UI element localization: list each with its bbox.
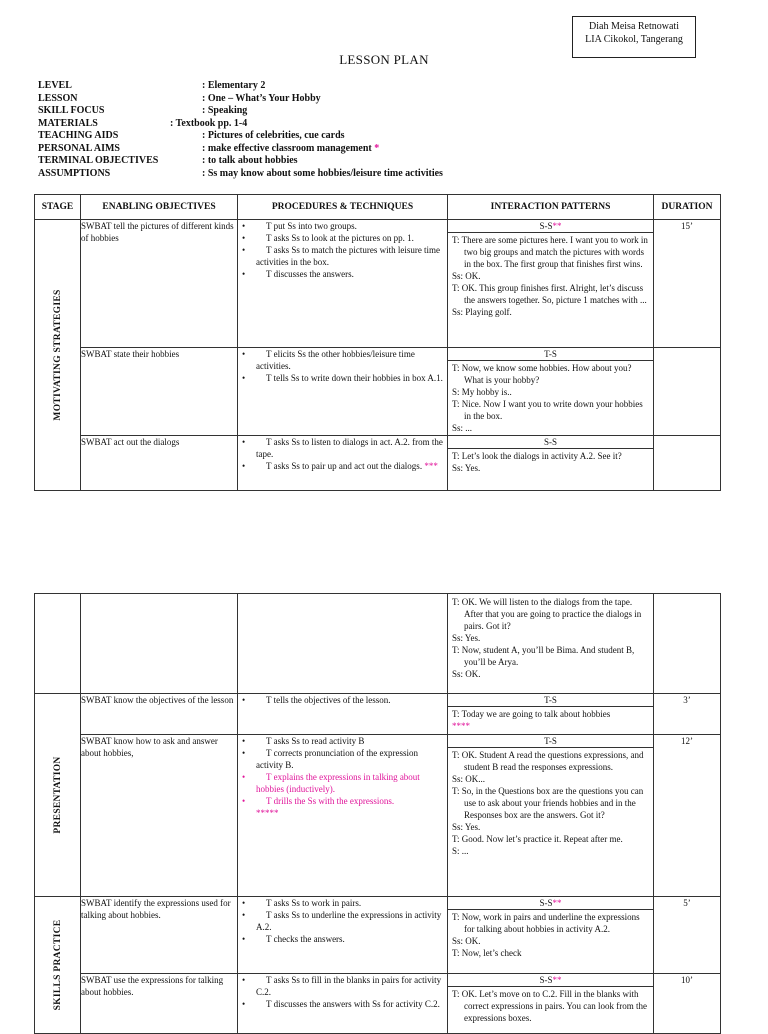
duration-cell: 3’ (654, 694, 721, 735)
procedure-item: T asks Ss to match the pictures with leisure time activities in the box. (256, 245, 441, 267)
dialog-mark: **** (452, 721, 470, 731)
stage-label: SKILLS PRACTICE (52, 919, 63, 1011)
pattern-mark: ** (552, 975, 562, 985)
dialog-line: S: My hobby is.. (452, 387, 512, 397)
dialog-line: T: OK. Let’s move on to C.2. Fill in the blanks with correct expressions in pairs. You can look from the expressions boxes. (452, 989, 647, 1023)
objective-cell (81, 594, 238, 694)
pattern-label: S-S (539, 898, 553, 908)
dialog-line: Ss: Yes. (452, 463, 481, 473)
interaction-cell (448, 694, 654, 735)
meta-value: : Elementary 2 (202, 80, 266, 91)
table-row (35, 694, 721, 735)
lesson-table-page-1 (34, 194, 721, 491)
page-title: LESSON PLAN (339, 52, 429, 67)
procedure-item: T asks Ss to underline the expressions in activity A.2. (256, 910, 442, 932)
dialog-line: T: So, in the Questions box are the questions you can use to ask about your friends hobbies and in the Responses box are the answers. Got it? (452, 786, 644, 820)
pattern-label: T-S (448, 694, 653, 707)
meta-value: : Ss may know about some hobbies/leisure time activities (202, 167, 443, 179)
stage-cell (35, 220, 81, 491)
dialog-line: Ss: OK. (452, 271, 481, 281)
dialog-line: S: ... (452, 846, 469, 856)
dialog-line: T: Now, let’s check (452, 948, 522, 958)
duration-cell: 5’ (654, 897, 721, 974)
author-org: LIA Cikokol, Tangerang (585, 34, 683, 45)
procedure-mark: *** (424, 461, 438, 471)
header-stage: STAGE (35, 195, 81, 220)
procedure-cell: • T elicits Ss the other hobbies/leisure time activities. • T tells Ss to write down their hobbies in box A.1. (238, 348, 448, 436)
stage-cell (35, 594, 81, 694)
objective-cell: SWBAT act out the dialogs (81, 436, 238, 491)
dialog-line: Ss: ... (452, 423, 473, 433)
procedure-item: T asks Ss to read activity B (266, 736, 365, 746)
duration-cell (654, 436, 721, 491)
author-name: Diah Meisa Retnowati (589, 21, 679, 32)
dialog-line: Ss: Yes. (452, 633, 481, 643)
duration-cell (654, 348, 721, 436)
procedure-item: T asks Ss to pair up and act out the dialogs. (266, 461, 423, 471)
dialog-line: Ss: OK... (452, 774, 486, 784)
dialog-line: T: OK. This group finishes first. Alright, let’s discuss the answers together. So, picture 1 matches with ... (452, 283, 647, 305)
procedure-item: T asks Ss to listen to dialogs in act. A.2. from the tape. (256, 437, 443, 459)
table-row (35, 436, 721, 491)
dialog-line: Ss: OK. (452, 669, 481, 679)
procedure-cell: • T asks Ss to listen to dialogs in act. A.2. from the tape. • T asks Ss to pair up and act out the dialogs. *** (238, 436, 448, 491)
objective-cell: SWBAT use the expressions for talking about hobbies. (81, 974, 238, 1034)
pattern-label: T-S (448, 735, 653, 748)
procedure-item: T discusses the answers. (266, 269, 354, 279)
table-row (35, 735, 721, 897)
pattern-label: S-S (448, 436, 653, 449)
meta-value: : make effective classroom management (202, 142, 372, 154)
procedure-cell: • T put Ss into two groups. • T asks Ss to look at the pictures on pp. 1. • T asks Ss to match the pictures with leisure time activities in the box. • T discusses the answers. (238, 220, 448, 348)
meta-value: : Pictures of celebrities, cue cards (202, 130, 345, 141)
duration-cell (654, 594, 721, 694)
procedure-item: T checks the answers. (266, 934, 345, 944)
procedure-cell (238, 594, 448, 694)
meta-key: SKILL FOCUS (38, 105, 105, 116)
interaction-cell (448, 348, 654, 436)
interaction-cell (448, 735, 654, 897)
dialog-line: T: Good. Now let’s practice it. Repeat after me. (452, 834, 623, 844)
meta-value: : One – What’s Your Hobby (202, 92, 321, 104)
lesson-table-page-2 (34, 593, 721, 1034)
table-row (35, 348, 721, 436)
dialog-line: T: There are some pictures here. I want you to work in two big groups and match the pictures with words in the box. The first group that finishes first wins. (452, 235, 648, 269)
duration-cell: 10’ (654, 974, 721, 1034)
procedure-cell: • T asks Ss to fill in the blanks in pairs for activity C.2. • T discusses the answers with Ss for activity C.2. (238, 974, 448, 1034)
dialog-line: Ss: Playing golf. (452, 307, 512, 317)
dialog-line: T: Nice. Now I want you to write down your hobbies in the box. (452, 399, 643, 421)
stage-cell (35, 897, 81, 1034)
meta-key: ASSUMPTIONS (38, 167, 111, 179)
stage-cell (35, 694, 81, 897)
interaction-cell (448, 897, 654, 974)
procedure-item: T discusses the answers with Ss for activity C.2. (266, 999, 440, 1009)
objective-cell: SWBAT identify the expressions used for talking about hobbies. (81, 897, 238, 974)
pattern-label: S-S (539, 221, 553, 231)
procedure-item: T tells the objectives of the lesson. (266, 695, 391, 705)
interaction-cell (448, 436, 654, 491)
table-header-row (35, 195, 721, 220)
meta-key: MATERIALS (38, 117, 98, 129)
dialog-line: Ss: OK. (452, 936, 481, 946)
procedure-item: T explains the expressions in talking about hobbies (inductively). (256, 772, 420, 794)
interaction-cell (448, 594, 654, 694)
procedure-cell: • T asks Ss to work in pairs. • T asks Ss to underline the expressions in activity A.2. • T checks the answers. (238, 897, 448, 974)
meta-key: PERSONAL AIMS (38, 142, 120, 154)
meta-key: LEVEL (38, 80, 72, 91)
dialog-line: T: OK. We will listen to the dialogs from the tape. After that you are going to practice the dialogs in pairs. Got it? (452, 597, 642, 631)
procedure-item: T corrects pronunciation of the expression activity B. (256, 748, 419, 770)
objective-cell: SWBAT state their hobbies (81, 348, 238, 436)
dialog-line: T: Today we are going to talk about hobbies (452, 709, 611, 719)
header-interaction: INTERACTION PATTERNS (448, 195, 654, 220)
duration-cell: 12’ (654, 735, 721, 897)
table-row (35, 897, 721, 974)
meta-key: TEACHING AIDS (38, 130, 119, 141)
procedure-item: T asks Ss to look at the pictures on pp. 1. (266, 233, 414, 243)
procedure-item: T asks Ss to work in pairs. (266, 898, 362, 908)
objective-cell: SWBAT tell the pictures of different kinds of hobbies (81, 220, 238, 348)
stage-label: PRESENTATION (52, 756, 63, 834)
objective-cell: SWBAT know how to ask and answer about hobbies, (81, 735, 238, 897)
duration-cell: 15’ (654, 220, 721, 348)
objective-cell: SWBAT know the objectives of the lesson (81, 694, 238, 735)
header-duration: DURATION (654, 195, 721, 220)
dialog-line: T: OK. Student A read the questions expressions, and student B read the responses expressions. (452, 750, 644, 772)
procedure-cell: • T tells the objectives of the lesson. (238, 694, 448, 735)
procedure-item: T put Ss into two groups. (266, 221, 357, 231)
header-procedures: PROCEDURES & TECHNIQUES (238, 195, 448, 220)
pattern-mark: ** (552, 898, 562, 908)
meta-value: : Speaking (202, 105, 248, 116)
procedure-item: T tells Ss to write down their hobbies in box A.1. (266, 373, 443, 383)
dialog-line: T: Now, student A, you’ll be Bima. And student B, you’ll be Arya. (452, 645, 635, 667)
meta-key: LESSON (38, 92, 78, 104)
procedure-item: T drills the Ss with the expressions. (266, 796, 395, 806)
table-row (35, 220, 721, 348)
table-row (35, 974, 721, 1034)
meta-key: TERMINAL OBJECTIVES (38, 155, 159, 166)
procedure-item: T elicits Ss the other hobbies/leisure time activities. (256, 349, 415, 371)
procedure-cell: • T asks Ss to read activity B • T corrects pronunciation of the expression activity B. • T explains the expressions in talking about hobbies (inductively). • T drills the Ss with the expressions. ***** (238, 735, 448, 897)
meta-value: : Textbook pp. 1-4 (170, 117, 248, 129)
pattern-label: T-S (448, 348, 653, 361)
dialog-line: T: Let’s look the dialogs in activity A.2. See it? (452, 451, 622, 461)
meta-value: : to talk about hobbies (202, 155, 298, 166)
interaction-cell (448, 974, 654, 1034)
meta-mark: * (374, 142, 380, 154)
dialog-line: Ss: Yes. (452, 822, 481, 832)
stage-label: MOTIVATING STRATEGIES (52, 289, 63, 421)
interaction-cell (448, 220, 654, 348)
procedure-item: T asks Ss to fill in the blanks in pairs for activity C.2. (256, 975, 442, 997)
header-objectives: ENABLING OBJECTIVES (81, 195, 238, 220)
pattern-label: S-S (539, 975, 553, 985)
dialog-line: T: Now, work in pairs and underline the expressions for talking about hobbies in activity A.2. (452, 912, 640, 934)
table-row (35, 594, 721, 694)
procedure-mark: ***** (256, 808, 279, 818)
pattern-mark: ** (552, 221, 562, 231)
dialog-line: T: Now, we know some hobbies. How about you? What is your hobby? (452, 363, 632, 385)
